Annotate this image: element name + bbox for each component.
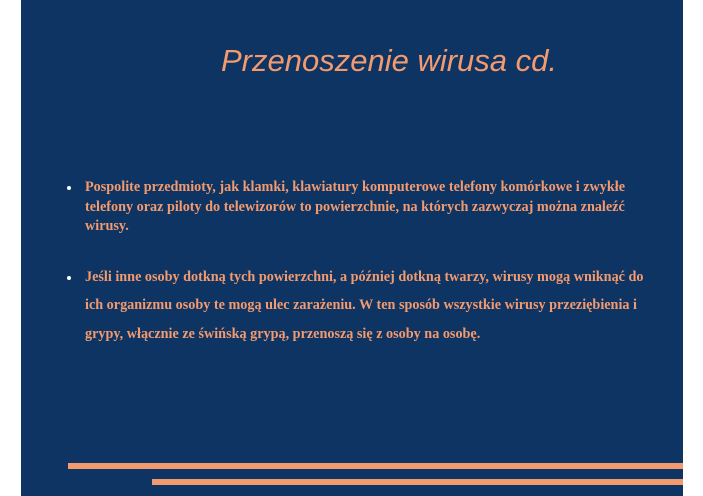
bullet-text: Jeśli inne osoby dotkną tych powierzchni, a później dotkną twarzy, wirusy mogą wniknąć do ich organizmu osoby te mogą ulec zarażeniu. W ten sposób wszystkie wirusy przeziębienia i grypy, włącznie ze świńską grypą, przenoszą się z osoby na osobę. — [85, 268, 644, 342]
decorative-bar-bottom — [152, 479, 683, 485]
bullet-dot-icon — [67, 276, 71, 280]
bullet-item — [67, 263, 657, 349]
bullet-dot-icon — [67, 186, 71, 190]
bullet-item — [67, 178, 657, 237]
bullet-list — [67, 178, 657, 348]
decorative-bar-top — [68, 463, 683, 469]
slide-title: Przenoszenie wirusa cd. — [221, 43, 557, 78]
bullet-text: Pospolite przedmioty, jak klamki, klawiatury komputerowe telefony komórkowe i zwykłe telefony oraz piloty do telewizorów to powierzchnie, na których zazwyczaj można znaleźć wirusy. — [85, 179, 626, 234]
slide — [21, 0, 683, 496]
